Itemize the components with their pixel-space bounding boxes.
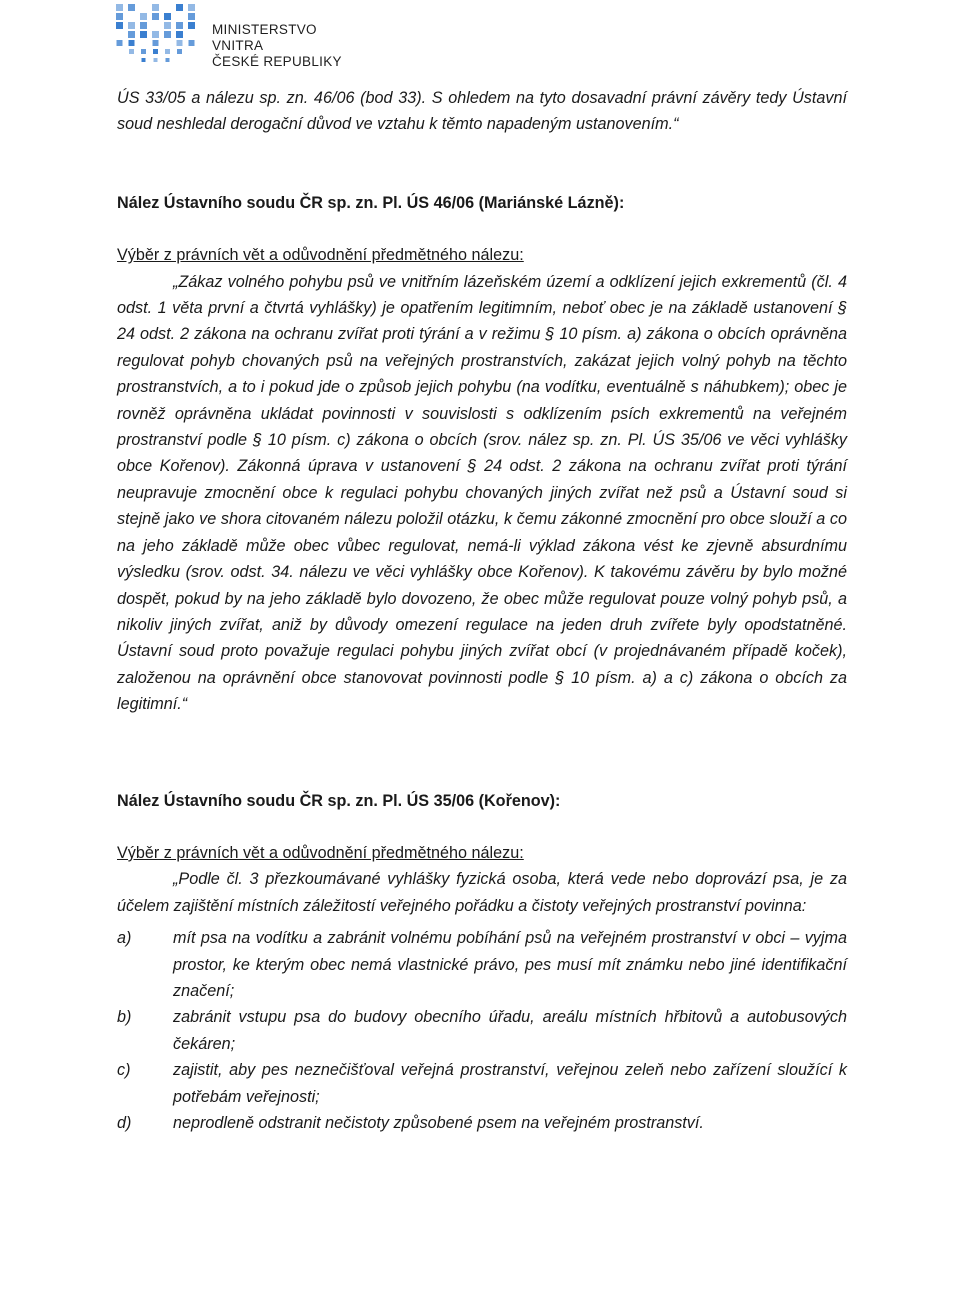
section1-heading: Nález Ústavního soudu ČR sp. zn. Pl. ÚS 46/06 (Mariánské Lázně): [117, 193, 625, 212]
list-item [117, 1110, 847, 1136]
list-item [117, 1057, 847, 1110]
logo-dot [128, 31, 135, 38]
ministry-logo-text [212, 22, 368, 70]
logo-dot [152, 31, 159, 38]
list-item-text: neprodleně odstranit nečistoty způsobené psem na veřejném prostranství. [173, 1114, 704, 1132]
logo-dot [176, 31, 183, 38]
logo-dot [128, 22, 135, 29]
list-item-label: d) [117, 1114, 132, 1132]
logo-dot [129, 49, 134, 54]
logo-dot [116, 13, 123, 20]
logo-dot [142, 58, 146, 62]
list-item-label: b) [117, 1008, 132, 1027]
logo-dot [189, 40, 195, 46]
logo-dot [153, 40, 159, 46]
logo-dot [140, 22, 147, 29]
logo-dot [129, 40, 135, 46]
ministry-logo-icon [108, 0, 208, 66]
list-item-label: a) [117, 929, 132, 948]
header [108, 0, 368, 69]
section1-subheading: Výběr z právních vět a odůvodnění předmětného nálezu: [117, 246, 524, 265]
logo-dot [152, 13, 159, 20]
logo-dot [117, 40, 123, 46]
logo-dot [164, 22, 171, 29]
logo-dot [177, 40, 183, 46]
logo-dot [176, 22, 183, 29]
logo-dot [128, 4, 135, 11]
list-item-text: zajistit, aby pes neznečišťoval veřejná prostranství, veřejnou zeleň nebo zařízení sloužící k potřebám veřejnosti; [173, 1061, 847, 1106]
logo-dot [188, 22, 195, 29]
logo-dot [176, 4, 183, 11]
logo-dot [140, 13, 147, 20]
logo-dot [166, 58, 170, 62]
logo-dot [164, 13, 171, 20]
document-body [117, 85, 847, 1136]
section2-heading: Nález Ústavního soudu ČR sp. zn. Pl. ÚS 35/06 (Kořenov): [117, 791, 561, 810]
logo-dot [188, 13, 195, 20]
intro-paragraph: ÚS 33/05 a nálezu sp. zn. 46/06 (bod 33). S ohledem na tyto dosavadní právní závěry tedy Ústavní soud neshledal derogační důvod ve vztahu k těmto napadeným ustanovením.“ [117, 89, 847, 134]
logo-line-1: MINISTERSTVO VNITRA [212, 22, 317, 53]
logo-dot [153, 49, 158, 54]
list-item [117, 925, 847, 1004]
logo-dot [140, 31, 147, 38]
logo-dot [116, 4, 123, 11]
list-item-text: zabránit vstupu psa do budovy obecního úřadu, areálu místních hřbitovů a autobusových čekáren; [173, 1008, 847, 1053]
list-item-label: c) [117, 1061, 131, 1080]
section1-quote: „Zákaz volného pohybu psů ve vnitřním lázeňském území a odklízení jejich exkrementů (čl. 4 odst. 1 věta první a čtvrtá vyhlášky) je opatřením legitimním, neboť obec je na základě ustanovení § 24 odst. 2 zákona na ochranu zvířat proti týrání a v režimu § 10 písm. a) zákona o obcích oprávněna regulovat pohyb chovaných psů na veřejných prostranstvích, zakázat jejich volný pohyb na těchto prostranstvích, a to i pokud jde o způsob jejich pohybu (na vodítku, eventuálně s náhubkem); obec je rovněž oprávněna ukládat povinnosti v souvislosti s odklízením psích exkrementů na veřejném prostranství podle § 10 písm. c) zákona o obcích (srov. nález sp. zn. Pl. ÚS 35/06 ve věci vyhlášky obce Kořenov). Zákonná úprava v ustanovení § 24 odst. 2 zákona na ochranu zvířat proti týrání neupravuje zmocnění obce k regulaci pohybu chovaných jiných zvířat než psů a Ústavní soud si stejně jako ve shora citovaném nálezu položil otázku, k čemu zákonné zmocnění pro obce slouží a co na jeho základě může obec vůbec regulovat, nemá-li výklad zákona vést ke zjevně absurdnímu výsledku (srov. odst. 34. nálezu ve věci vyhlášky obce Kořenov). K takovému závěru by bylo možné dospět, pokud by na jeho základě bylo dovozeno, že obec může regulovat pouze volný pohyb psů, a nikoliv jiných zvířat, aniž by důvody omezení regulace na jeden druh zvířete byly opodstatněné. Ústavní soud proto považuje regulaci pohybu jiných zvířat obcí (v projednávaném případě koček), založenou na oprávnění obce stanovovat povinnosti podle § 10 písm. a) a c) zákona o obcích za legitimní.“ [117, 272, 847, 714]
section2-quote: „Podle čl. 3 přezkoumávané vyhlášky fyzická osoba, která vede nebo doprovází psa, je za účelem zajištění místních záležitostí veřejného pořádku a čistoty veřejných prostranství povinna: [117, 870, 847, 915]
logo-line-2: ČESKÉ REPUBLIKY [212, 54, 342, 69]
logo-dot [177, 49, 182, 54]
logo-dot [152, 4, 159, 11]
logo-dot [164, 31, 171, 38]
section2-subheading: Výběr z právních vět a odůvodnění předmětného nálezu: [117, 843, 524, 862]
logo-dot [165, 49, 170, 54]
obligations-list [117, 925, 847, 1136]
list-item-text: mít psa na vodítku a zabránit volnému pobíhání psů na veřejném prostranství v obci – vyjma prostor, ke kterým obec nemá vlastnické právo, pes musí mít známku nebo jiné identifikační značení; [173, 929, 847, 1000]
logo-dot [141, 49, 146, 54]
logo-dot [116, 22, 123, 29]
list-item [117, 1004, 847, 1057]
logo-dot [188, 4, 195, 11]
logo-dot [154, 58, 158, 62]
